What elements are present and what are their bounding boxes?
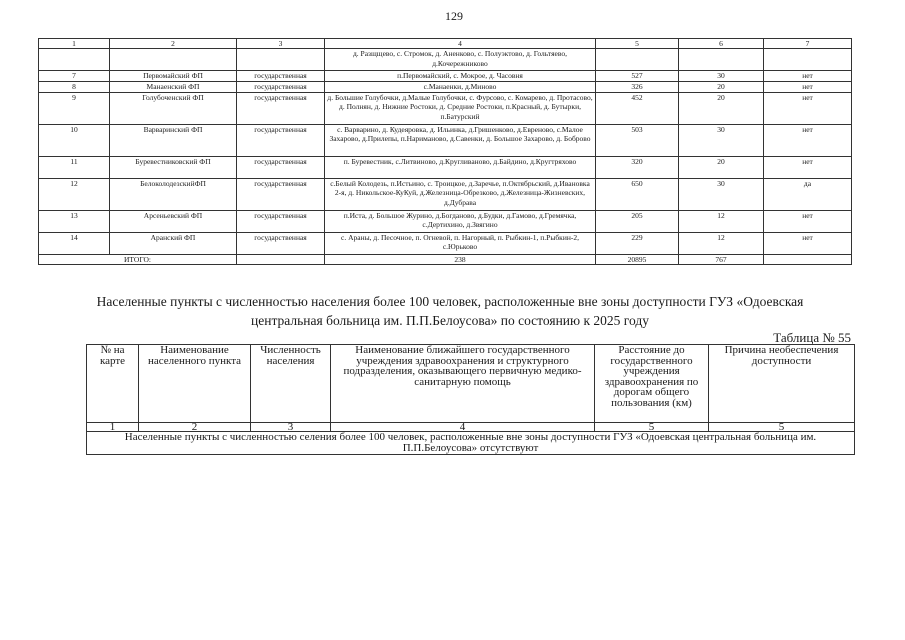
settlements-cell: п.Иста, д. Большое Журино, д.Богданово, д.Будки, д.Гамово, д.Гремячка, с.Дертихино, д.Звягино [325,210,596,232]
settlements-cell: д. Большие Голубочки, д.Малые Голубочки, с. Фурсово, с. Комарево, д. Протасово, д. Полнян, д. Нижние Ростоки, д. Средние Ростоки, п.Красный, д. Бутырки, п.Батурский [325,92,596,124]
distance-cell: 12 [679,232,764,254]
facility-name: Арсеньевский ФП [110,210,237,232]
table-row [39,232,852,254]
population-cell: 229 [596,232,679,254]
flag-cell: нет [764,156,852,178]
ownership-type: государственная [237,71,325,82]
column-number: 3 [251,423,331,432]
flag-cell: нет [764,210,852,232]
facility-name: Голубоченский ФП [110,92,237,124]
column-header: Наименование ближайшего государственного учреждения здравоохранения и структурного подразделения, оказывающего первичную медико-санитарную помощь [331,345,595,423]
flag-cell: да [764,178,852,210]
table-header-row [87,345,855,423]
distance-cell: 30 [679,178,764,210]
distance-cell: 30 [679,124,764,156]
outside-zone-table [86,344,855,455]
column-number: 4 [331,423,595,432]
facility-name: Варваринский ФП [110,124,237,156]
distance-cell: 20 [679,92,764,124]
column-number: 5 [596,39,679,49]
facility-name: Первомайский ФП [110,71,237,82]
flag-cell: нет [764,71,852,82]
column-number: 1 [39,39,110,49]
table-row [87,432,855,455]
row-number: 13 [39,210,110,232]
ownership-type: государственная [237,81,325,92]
population-cell: 326 [596,81,679,92]
ownership-type: государственная [237,156,325,178]
distance-cell: 20 [679,156,764,178]
facility-name: Манаенский ФП [110,81,237,92]
row-number: 8 [39,81,110,92]
table-row [39,124,852,156]
total-population: 20895 [596,254,679,265]
row-number: 9 [39,92,110,124]
column-header: Численность населения [251,345,331,423]
no-settlements-message: Населенные пункты с численностью селения более 100 человек, расположенные вне зоны доступности ГУЗ «Одоевская центральная больница им. П.П.Белоусова» отсутствуют [87,432,855,455]
table-row [39,210,852,232]
ownership-type: государственная [237,232,325,254]
column-number: 7 [764,39,852,49]
total-row [39,254,852,265]
table-row [39,92,852,124]
column-numbers-row [87,423,855,432]
column-number: 5 [709,423,855,432]
population-cell: 527 [596,71,679,82]
distance-cell: 12 [679,210,764,232]
settlements-table [38,38,852,265]
settlements-cell: п.Первомайский, с. Мокрое, д. Часовня [325,71,596,82]
distance-cell: 20 [679,81,764,92]
ownership-type: государственная [237,92,325,124]
population-cell: 320 [596,156,679,178]
table-row [39,81,852,92]
total-label: ИТОГО: [39,254,237,265]
distance-cell: 30 [679,71,764,82]
row-number: 7 [39,71,110,82]
column-number: 4 [325,39,596,49]
row-number: 11 [39,156,110,178]
facility-name: Буревестниковский ФП [110,156,237,178]
settlements-cell: с. Араны, д. Песочное, п. Огневой, п. Нагорный, п. Рыбкин-1, п.Рыбкин-2, с.Юрьково [325,232,596,254]
column-number: 3 [237,39,325,49]
column-header: Причина необеспечения доступности [709,345,855,423]
settlements-cell: с. Варварино, д. Кудеяровка, д. Ильинка, д.Гришенково, д.Евреново, с.Малое Захарово, д.Прилепы, п.Наримановo, д.Савенки, д. Большое Захарово, д. Боброво [325,124,596,156]
ownership-type: государственная [237,124,325,156]
column-number: 5 [595,423,709,432]
table-row [39,49,852,71]
population-cell: 452 [596,92,679,124]
settlements-cell: с.Манаенки, д.Миново [325,81,596,92]
flag-cell: нет [764,92,852,124]
column-header: Наименование населенного пункта [139,345,251,423]
flag-cell: нет [764,81,852,92]
row-number: 14 [39,232,110,254]
column-number: 2 [139,423,251,432]
population-cell: 205 [596,210,679,232]
column-header: № на карте [87,345,139,423]
table-header-row [39,39,852,49]
column-number: 1 [87,423,139,432]
table-row [39,156,852,178]
column-number: 2 [110,39,237,49]
section-heading: Населенные пункты с численностью населения более 100 человек, расположенные вне зоны доступности ГУЗ «Одоевская центральная больница им. П.П.Белоусова» по состоянию к 2025 году [96,294,804,328]
row-number: 12 [39,178,110,210]
column-header: Расстояние до государственного учреждения здравоохранения по дорогам общего пользования (км) [595,345,709,423]
settlements-cell: д. Разщщево, с. Стромок, д. Аненково, с. Полуэктово, д. Гольтяево, д.Кочережниково [325,49,596,71]
total-distance: 767 [679,254,764,265]
table-row [39,178,852,210]
population-cell: 503 [596,124,679,156]
flag-cell: нет [764,124,852,156]
column-number: 6 [679,39,764,49]
table-caption: Таблица № 55 [773,330,851,345]
ownership-type: государственная [237,210,325,232]
table-row [39,71,852,82]
settlements-cell: п. Буревестник, с.Литвиново, д.Кругливаново, д.Байдино, д.Кругтряхово [325,156,596,178]
facility-name: БелоколодезскийФП [110,178,237,210]
settlements-cell: с.Белый Колодезь, п.Истьино, с. Троицкое, д.Заречье, п.Октябрьский, д.Ивановка 2-я, д. Никольское-КуКуй, д.Железница-Обрезково, д.Железница-Жизневских, д.Дубрава [325,178,596,210]
total-settlements: 238 [325,254,596,265]
flag-cell: нет [764,232,852,254]
population-cell: 650 [596,178,679,210]
row-number: 10 [39,124,110,156]
ownership-type: государственная [237,178,325,210]
facility-name: Аранский ФП [110,232,237,254]
